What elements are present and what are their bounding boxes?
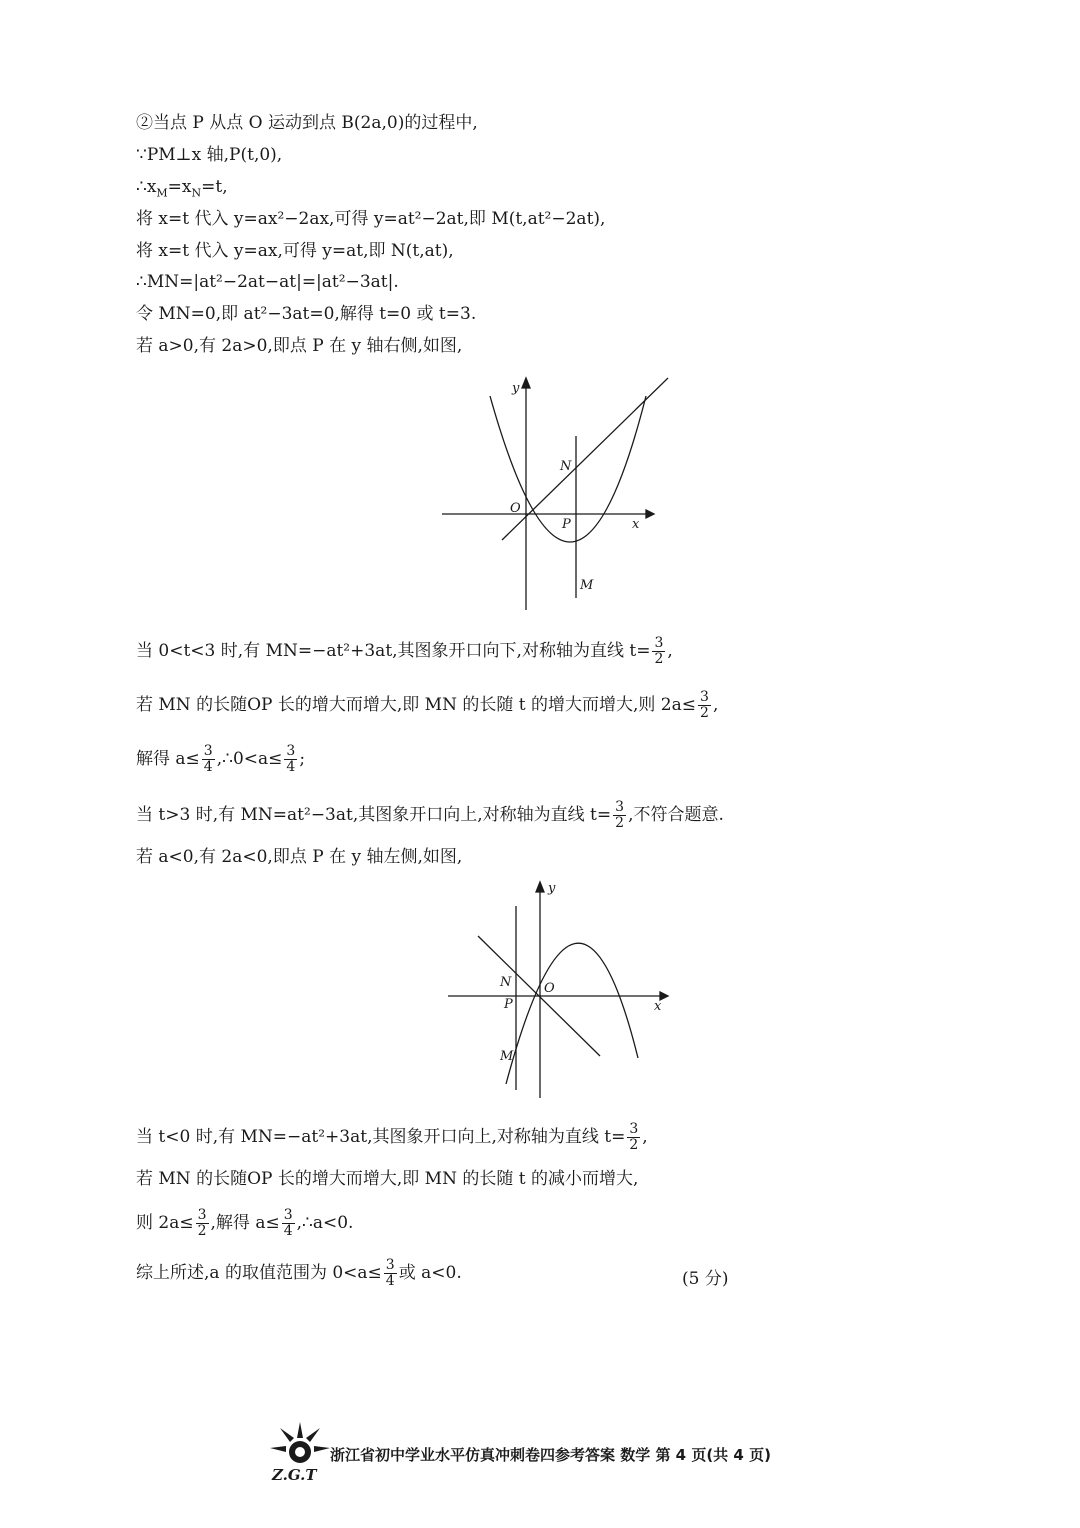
text-line-17-b: 或 a<0. [398, 1263, 462, 1283]
text-line-11-b: ,∴0<a≤ [216, 749, 283, 769]
fraction-denominator: 4 [203, 759, 213, 775]
text-line-10-a: 若 MN 的长随OP 长的增大而增大,即 MN 的长随 t 的增大而增大,则 2a≤ [136, 695, 697, 715]
fraction-numerator: 3 [700, 689, 709, 705]
text-line-10-b: , [712, 695, 719, 715]
text-line-16-a: 则 2a≤ [136, 1213, 194, 1233]
text-line-7: 令 MN=0,即 at²−3at=0,解得 t=0 或 t=3. [136, 304, 477, 324]
fraction-denominator: 2 [629, 1137, 639, 1153]
fraction-numerator: 3 [203, 743, 213, 759]
fraction-denominator: 2 [654, 651, 664, 667]
fraction-numerator: 3 [629, 1121, 639, 1137]
subscript-m: M [156, 186, 168, 200]
fraction-denominator: 4 [286, 759, 296, 775]
text-line-12 [136, 800, 724, 831]
fig2-label-m: M [500, 1049, 514, 1064]
text-line-4: 将 x=t 代入 y=ax²−2ax,可得 y=at²−2at,即 M(t,at²−2at), [136, 209, 606, 229]
text-line-9-a: 当 0<t<3 时,有 MN=−at²+3at,其图象开口向下,对称轴为直线 t= [136, 641, 651, 661]
fig1-label-m: M [580, 578, 594, 593]
fraction-numerator: 3 [615, 799, 625, 815]
text-line-3-a: ∴x [136, 177, 157, 197]
fig1-y-arrow [522, 378, 530, 388]
fraction-three-halves [196, 1208, 209, 1239]
fig2-label-o: O [544, 981, 555, 996]
text-line-8: 若 a>0,有 2a>0,即点 P 在 y 轴右侧,如图, [136, 336, 463, 356]
fig1-x-arrow [646, 510, 654, 518]
text-line-16-c: ,∴a<0. [296, 1213, 354, 1233]
text-line-1: ②当点 P 从点 O 运动到点 B(2a,0)的过程中, [136, 113, 478, 133]
fraction-numerator: 3 [385, 1257, 395, 1273]
text-line-9-b: , [667, 641, 673, 661]
text-line-14 [136, 1122, 648, 1153]
fraction-denominator: 2 [615, 815, 625, 831]
fraction-three-quarters [202, 744, 215, 775]
score-label: (5 分) [682, 1269, 729, 1289]
text-line-14-a: 当 t<0 时,有 MN=−at²+3at,其图象开口向上,对称轴为直线 t= [136, 1127, 626, 1147]
fig2-label-p: P [504, 997, 513, 1012]
subscript-n: N [191, 186, 202, 200]
text-line-16 [136, 1208, 353, 1239]
text-line-11-a: 解得 a≤ [136, 749, 200, 769]
fraction-three-quarters [282, 1208, 295, 1239]
fig2-parabola [506, 943, 638, 1084]
text-line-13: 若 a<0,有 2a<0,即点 P 在 y 轴左侧,如图, [136, 847, 463, 867]
fig1-label-x: x [632, 517, 640, 532]
fig2-label-n: N [500, 975, 512, 990]
fig1-label-y: y [512, 381, 520, 396]
fraction-three-halves [627, 1122, 640, 1153]
fraction-three-halves [652, 636, 665, 667]
fraction-denominator: 4 [283, 1223, 293, 1239]
fraction-denominator: 2 [700, 705, 709, 721]
fig1-line-y-ax [502, 378, 668, 540]
text-line-3-c: =t, [201, 177, 228, 197]
text-line-3 [136, 176, 228, 204]
text-line-17-a: 综上所述,a 的取值范围为 0<a≤ [136, 1263, 382, 1283]
text-line-10 [136, 690, 718, 721]
text-line-2: ∵PM⊥x 轴,P(t,0), [136, 145, 283, 165]
fig2-label-x: x [654, 999, 662, 1014]
publisher-logo [268, 1420, 332, 1484]
fraction-three-quarters [384, 1258, 397, 1289]
fraction-denominator: 2 [197, 1223, 207, 1239]
text-line-12-a: 当 t>3 时,有 MN=at²−3at,其图象开口向上,对称轴为直线 t= [136, 805, 612, 825]
fig1-label-p: P [562, 517, 571, 532]
text-line-5: 将 x=t 代入 y=ax,可得 y=at,即 N(t,at), [136, 241, 454, 261]
logo-text: Z.G.T [272, 1466, 317, 1484]
text-line-6: ∴MN=|at²−2at−at|=|at²−3at|. [136, 272, 399, 292]
fraction-numerator: 3 [654, 635, 664, 651]
text-line-11-c: ; [299, 749, 306, 769]
fraction-numerator: 3 [197, 1207, 207, 1223]
text-line-14-b: , [642, 1127, 648, 1147]
fraction-denominator: 4 [385, 1273, 395, 1289]
page-footer: 浙江省初中学业水平仿真冲刺卷四参考答案 数学 第 4 页(共 4 页) [330, 1446, 771, 1464]
text-line-16-b: ,解得 a≤ [210, 1213, 280, 1233]
text-line-11 [136, 744, 305, 775]
fraction-three-quarters [284, 744, 297, 775]
fig2-y-arrow [536, 882, 544, 892]
text-line-12-b: ,不符合题意. [628, 805, 724, 825]
text-line-17 [136, 1258, 462, 1289]
fig2-label-y: y [548, 881, 556, 896]
fig1-label-n: N [560, 459, 572, 474]
figure-1-graph [436, 372, 686, 614]
text-line-15: 若 MN 的长随OP 长的增大而增大,即 MN 的长随 t 的减小而增大, [136, 1169, 639, 1189]
fraction-three-halves [613, 800, 626, 831]
fig1-label-o: O [510, 501, 521, 516]
text-line-3-b: =x [167, 177, 192, 197]
text-line-9 [136, 636, 673, 667]
fraction-numerator: 3 [286, 743, 296, 759]
figure-2-graph [444, 876, 684, 1102]
fraction-numerator: 3 [283, 1207, 293, 1223]
fraction-three-halves [698, 690, 711, 721]
